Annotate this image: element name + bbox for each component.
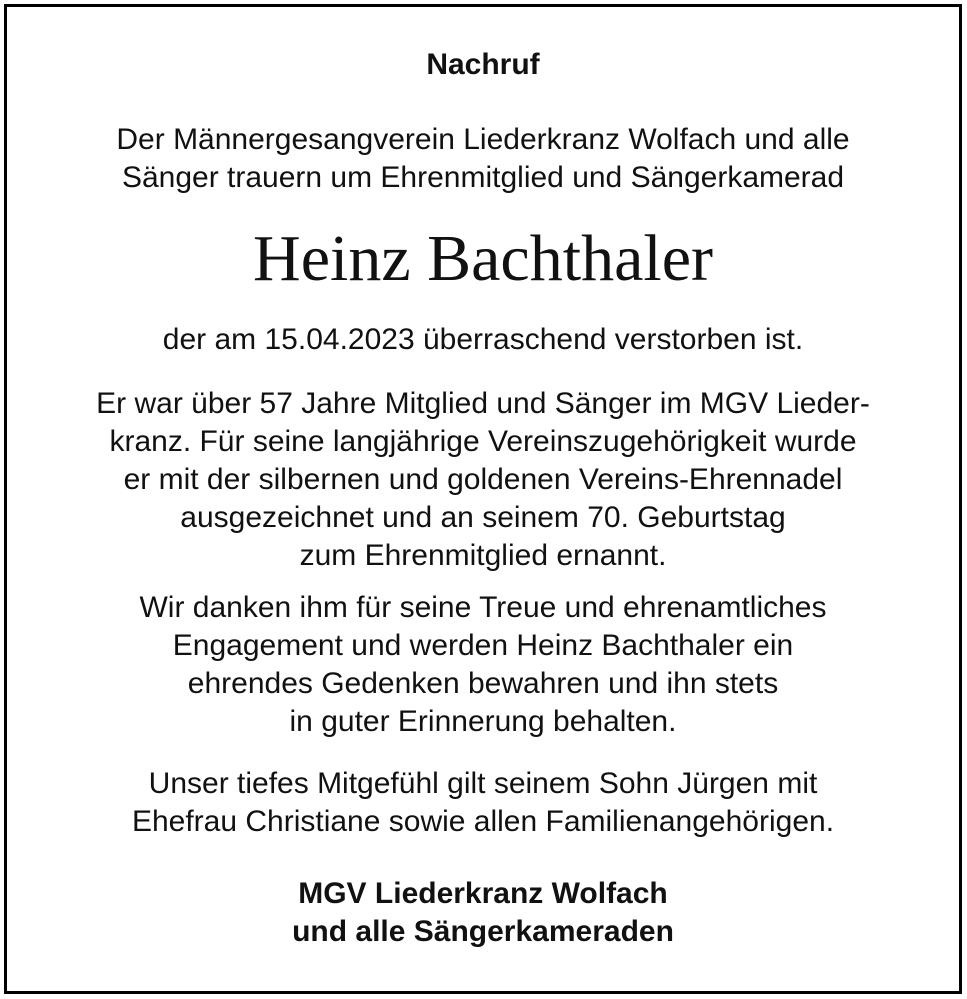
thanks-line-3: ehrendes Gedenken bewahren und ihn stets (187, 667, 779, 700)
membership-line-1: Er war über 57 Jahre Mitglied und Sänger im MGV Lieder- (96, 387, 870, 420)
signature-line-2: und alle Sängerkameraden (292, 915, 674, 948)
condolence-line-2: Ehefrau Christiane sowie allen Familienangehörigen. (131, 805, 835, 838)
thanks-line-4: in guter Erinnerung behalten. (289, 705, 677, 738)
signature-line-1: MGV Liederkranz Wolfach (298, 877, 668, 910)
condolence-line-1: Unser tiefes Mitgefühl gilt seinem Sohn Jürgen mit (148, 767, 818, 800)
membership-line-4: ausgezeichnet und an seinem 70. Geburtstag (180, 501, 786, 534)
membership-line-3: er mit der silbernen und goldenen Vereins-Ehrennadel (123, 463, 843, 496)
deceased-name: Heinz Bachthaler (253, 222, 713, 295)
death-date-line: der am 15.04.2023 überraschend verstorben ist. (162, 323, 804, 356)
membership-line-5: zum Ehrenmitglied ernannt. (299, 539, 667, 572)
thanks-line-1: Wir danken ihm für seine Treue und ehrenamtliches (139, 591, 827, 624)
intro-line-2: Sänger trauern um Ehrenmitglied und Sängerkamerad (121, 161, 845, 194)
membership-line-2: kranz. Für seine langjährige Vereinszugehörigkeit wurde (109, 425, 857, 458)
thanks-line-2: Engagement und werden Heinz Bachthaler ein (172, 629, 794, 662)
notice-title: Nachruf (426, 48, 540, 81)
intro-line-1: Der Männergesangverein Liederkranz Wolfach und alle (116, 123, 850, 156)
obituary-notice (4, 4, 962, 994)
